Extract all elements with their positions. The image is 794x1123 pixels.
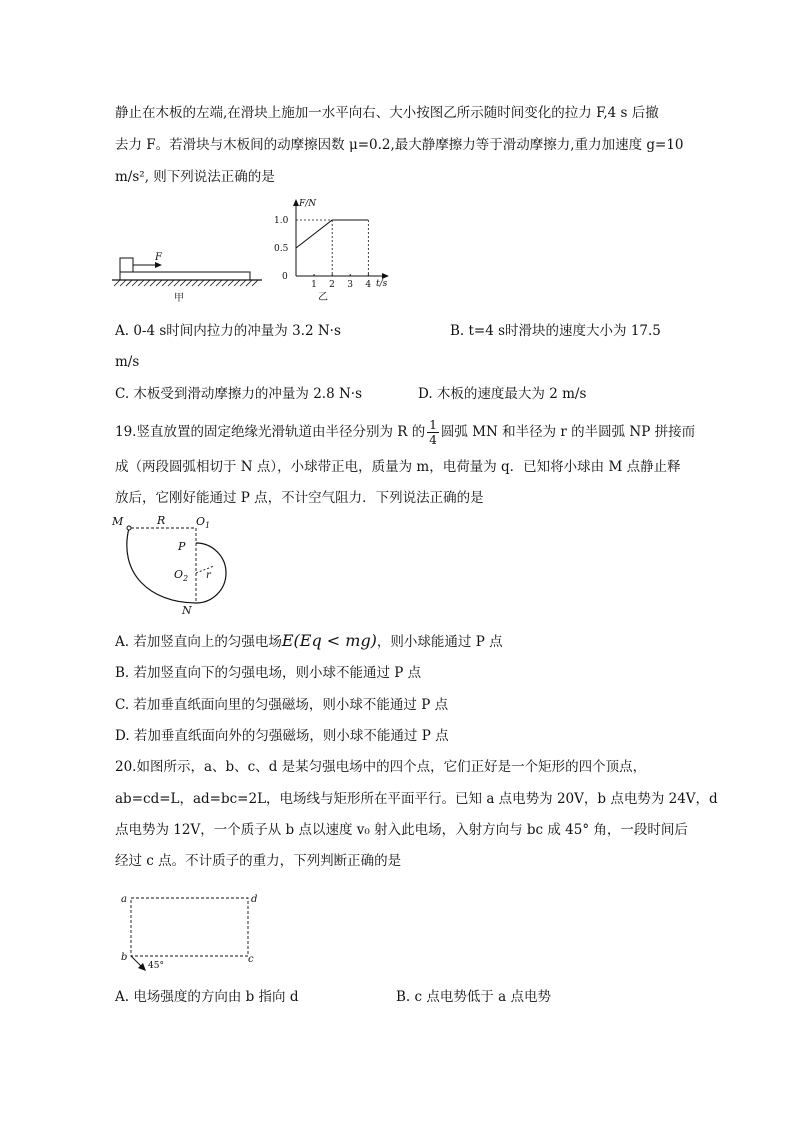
q20-stem-line-1: 20.如图所示，a、b、c、d 是某匀强电场中的四个点，它们正好是一个矩形的四个顶点， [115, 759, 647, 775]
q19-stem-part-2: 圆弧 MN 和半径为 r 的半圆弧 NP 拼接而 [440, 424, 696, 440]
x-tick-label: 1 [311, 280, 317, 290]
label-o1: $O_1$ [196, 515, 211, 530]
label-a: a [121, 894, 127, 905]
label-r-big: R [157, 514, 166, 527]
q18-stem-line-2: 去力 F。若滑块与木板间的动摩擦因数 μ=0.2,最大静摩擦力等于滑动摩擦力,重力加速度 g=10 [115, 137, 684, 153]
q18-option-a: A. 0-4 s时间内拉力的冲量为 3.2 N·s [115, 323, 341, 339]
q19-option-a-part-2: ，则小球能通过 P 点 [376, 634, 503, 650]
q19-option-c: C. 若加垂直纸面向里的匀强磁场，则小球不能通过 P 点 [115, 697, 449, 713]
q19-option-a-part-1: A. 若加竖直向上的匀强电场 [115, 634, 282, 650]
q19-option-d: D. 若加垂直纸面向外的匀强磁场，则小球不能通过 P 点 [115, 728, 449, 744]
fraction-numerator: 1 [429, 418, 437, 432]
label-d: d [251, 894, 258, 905]
figure-jia-block-board [110, 240, 270, 310]
q19-stem-line-3: 放后，它刚好能通过 P 点，不计空气阻力．下列说法正确的是 [115, 490, 484, 506]
q18-stem-line-3: m/s², 则下列说法正确的是 [115, 169, 275, 185]
figure-q19-track [110, 508, 240, 618]
label-n: N [182, 604, 192, 617]
x-axis-label: t/s [376, 279, 388, 289]
figure-jia-caption: 甲 [174, 293, 184, 304]
label-m: M [112, 515, 124, 528]
y-axis-label: F/N [299, 199, 317, 209]
q19-stem-part-1: 19.竖直放置的固定绝缘光滑轨道由半径分别为 R 的 [115, 424, 426, 440]
label-r-small: r [206, 570, 211, 581]
angle-label: 45° [148, 961, 164, 971]
label-b: b [121, 952, 128, 963]
x-tick-label: 3 [347, 280, 353, 290]
force-label: F [155, 252, 162, 263]
quarter-fraction [427, 418, 439, 447]
q19-option-b: B. 若加竖直向下的匀强电场，则小球不能通过 P 点 [115, 665, 422, 681]
q19-stem-line-1 [115, 418, 695, 447]
x-tick-label: 2 [329, 280, 335, 290]
q20-stem-line-2: ab=cd=L，ad=bc=2L，电场线与矩形所在平面平行。已知 a 点电势为 20V，b 点电势为 24V，d [115, 791, 718, 807]
label-o2: $O_2$ [174, 568, 189, 583]
q20-stem-line-4: 经过 c 点。不计质子的重力，下列判断正确的是 [115, 853, 402, 869]
label-c: c [248, 954, 254, 965]
q19-option-a [115, 632, 503, 651]
q18-option-c: C. 木板受到滑动摩擦力的冲量为 2.8 N·s [115, 386, 363, 402]
q20-option-a: A. 电场强度的方向由 b 指向 d [115, 989, 299, 1005]
y-tick-label: 0 [282, 272, 288, 282]
y-tick-label: 0.5 [274, 244, 289, 254]
q19-option-a-math: E(Eq < mg) [281, 631, 377, 650]
label-p: P [178, 540, 186, 553]
figure-q20-rectangle [118, 888, 268, 978]
y-tick-label: 1.0 [274, 216, 289, 226]
q18-option-b: B. t=4 s时滑块的速度大小为 17.5 [450, 323, 661, 339]
figure-yi-f-t-graph [270, 196, 400, 306]
x-tick-label: 4 [365, 280, 372, 290]
figure-yi-caption: 乙 [318, 292, 328, 303]
q18-stem-line-1: 静止在木板的左端,在滑块上施加一水平向右、大小按图乙所示随时间变化的拉力 F,4 s 后撤 [115, 105, 659, 121]
q18-option-b-cont: m/s [115, 354, 140, 370]
q18-option-d: D. 木板的速度最大为 2 m/s [418, 386, 587, 402]
fraction-denominator: 4 [429, 433, 437, 447]
q20-stem-line-3: 点电势为 12V，一个质子从 b 点以速度 v₀ 射入此电场，入射方向与 bc 成 45° 角，一段时间后 [115, 822, 688, 838]
q20-option-b: B. c 点电势低于 a 点电势 [396, 989, 551, 1005]
q19-stem-line-2: 成（两段圆弧相切于 N 点），小球带正电，质量为 m，电荷量为 q．已知将小球由 M 点静止释 [115, 459, 681, 475]
